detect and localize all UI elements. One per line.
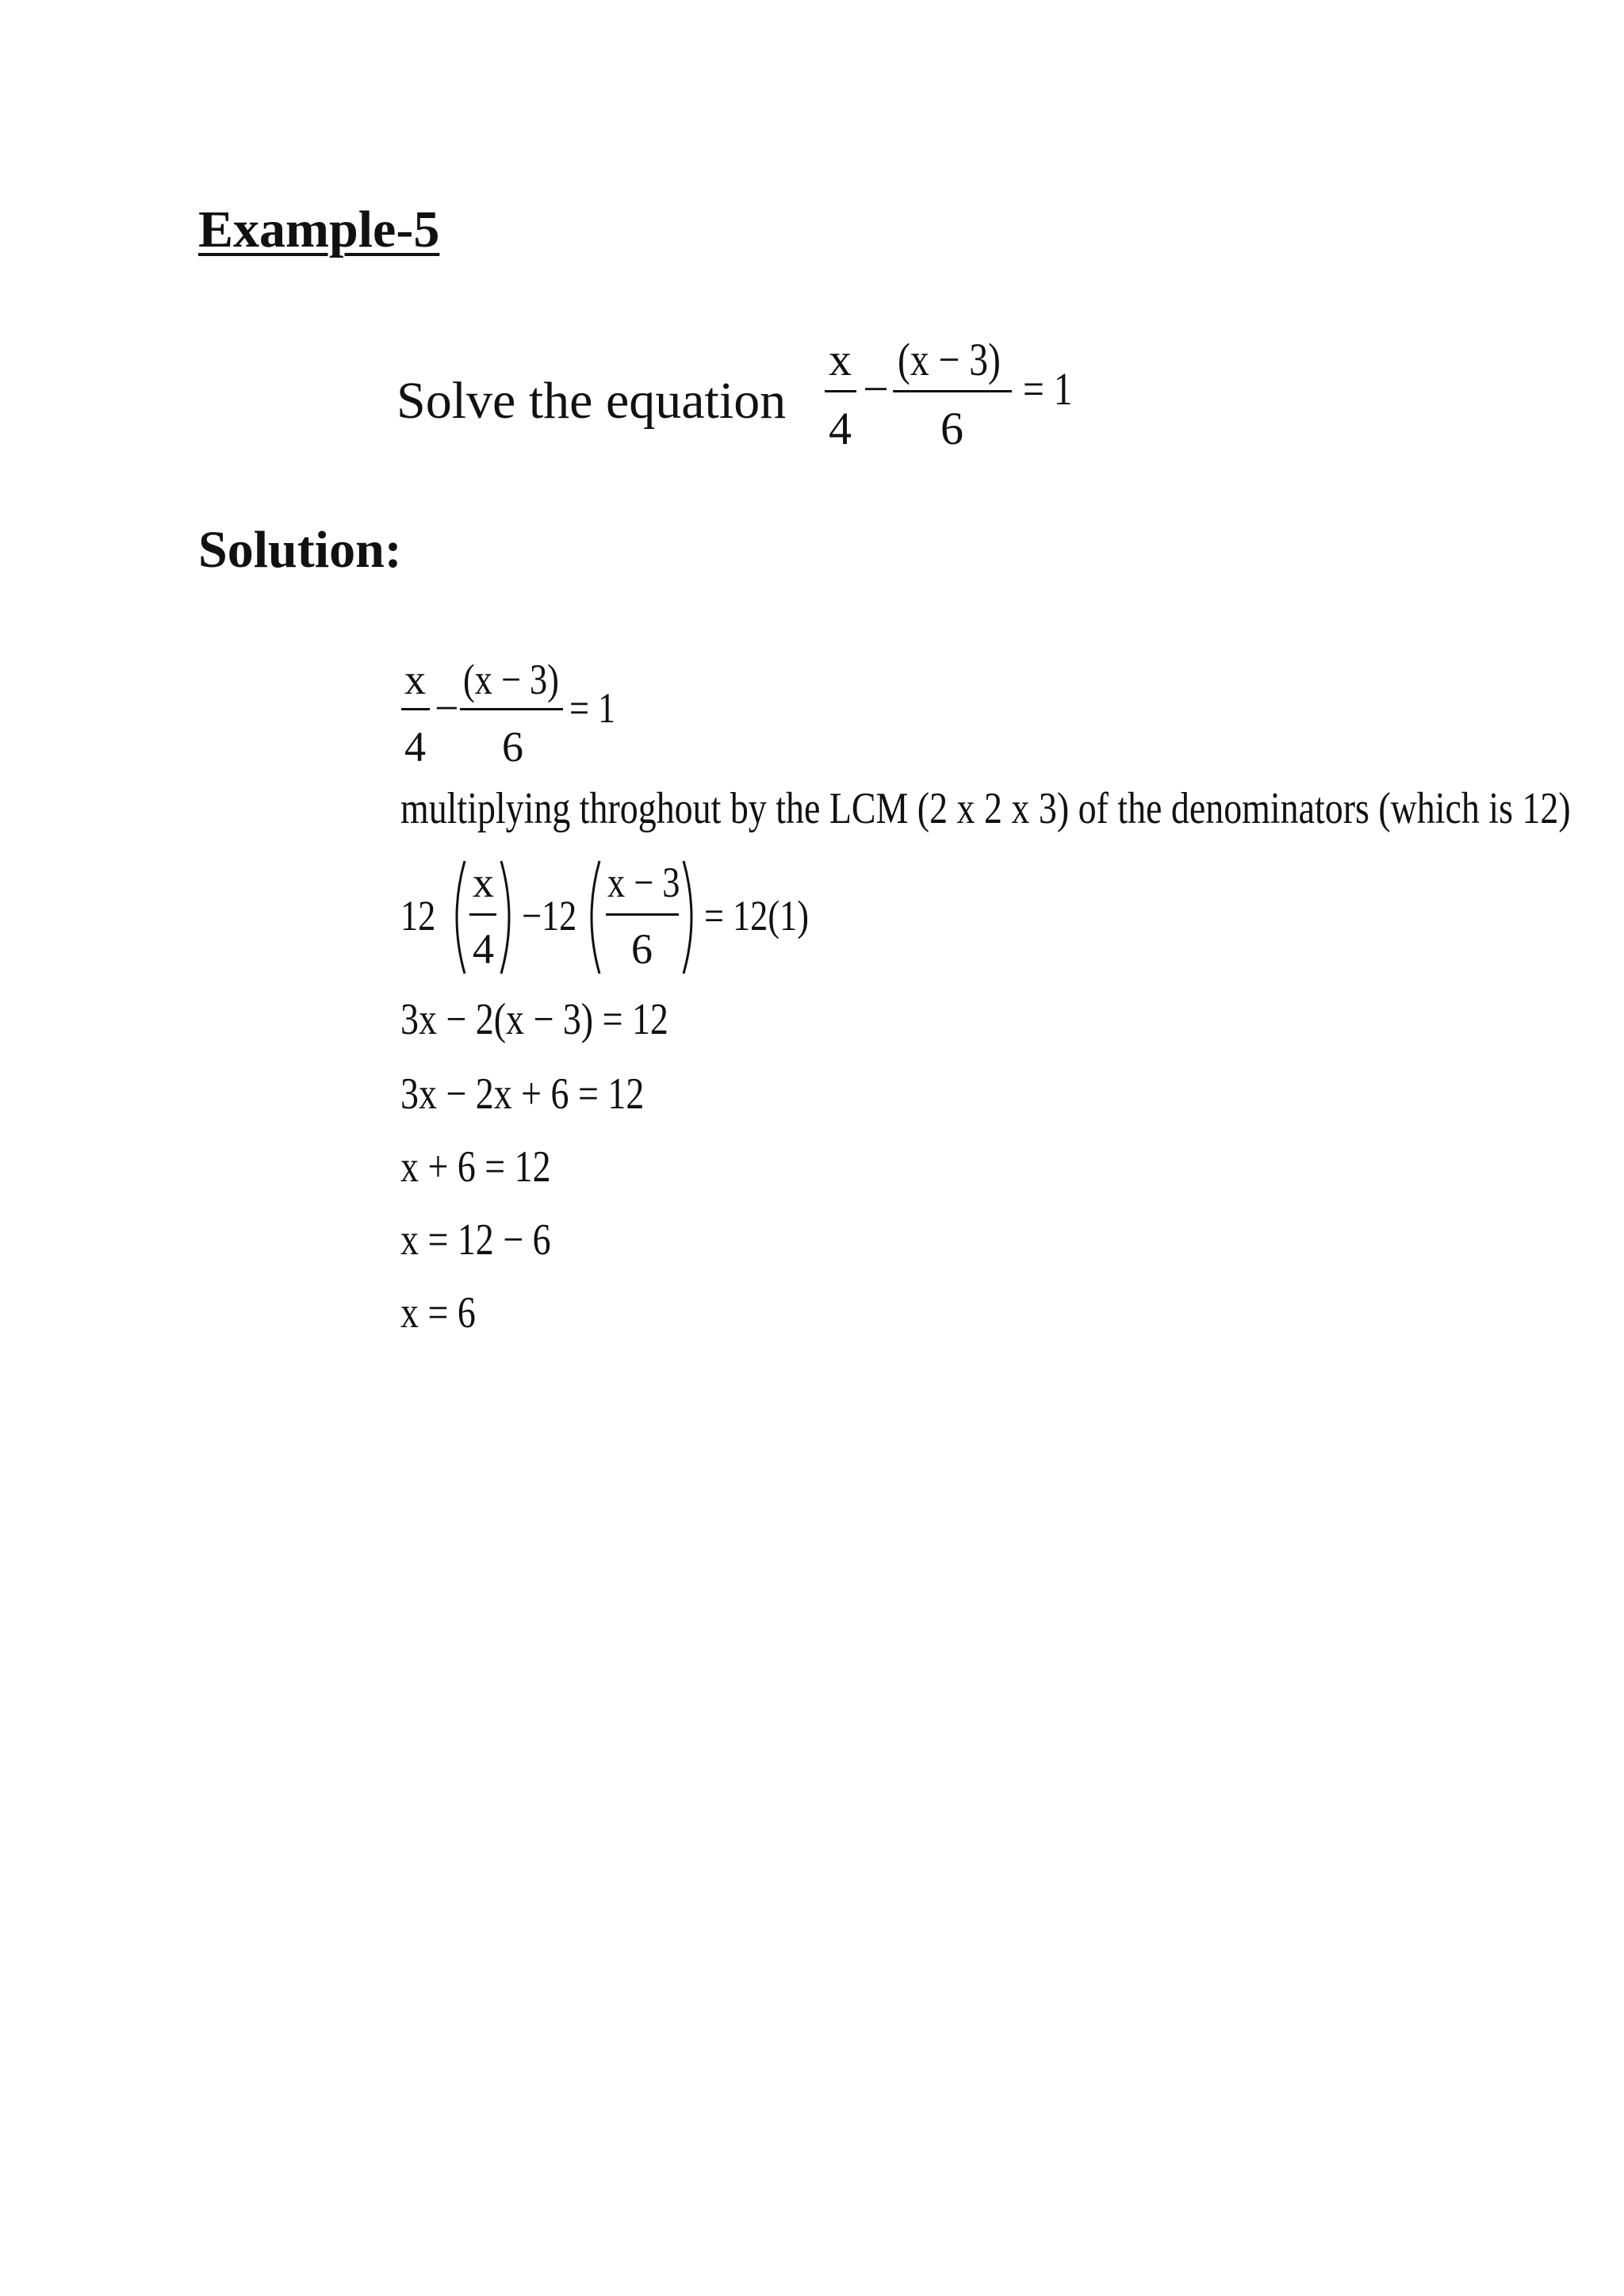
eq2-coefficient: 12 [400, 892, 436, 939]
eq2-frac1-denominator: 4 [473, 925, 494, 973]
solution-step-4: x = 12 − 6 [400, 1215, 551, 1265]
eq1-frac2-denominator: 6 [502, 723, 523, 771]
eq2-frac1-bar [469, 913, 496, 916]
eq2-frac2-bar [606, 913, 679, 916]
eq2-middle-term: −12 [522, 892, 577, 939]
problem-rhs: = 1 [1023, 363, 1073, 415]
eq1-frac1-numerator: x [404, 656, 426, 703]
problem-frac1-denominator: 4 [829, 403, 852, 454]
problem-frac1-numerator: x [829, 334, 852, 385]
eq2-right-paren-1 [496, 858, 520, 977]
solution-step-1: 3x − 2(x − 3) = 12 [400, 995, 668, 1044]
eq2-frac2-denominator: 6 [631, 925, 653, 973]
problem-frac2-numerator: (x − 3) [898, 334, 1001, 385]
lcm-note: multiplying throghout by the LCM (2 x 2 x 3) of the denominators (which is 12) [400, 784, 1571, 833]
eq1-frac1-denominator: 4 [404, 723, 426, 771]
eq1-minus: − [435, 684, 459, 732]
example-title: Example-5 [198, 201, 440, 258]
eq2-frac1-numerator: x [473, 859, 494, 906]
eq1-rhs: = 1 [569, 684, 616, 732]
problem-frac1-bar [825, 390, 856, 392]
problem-prompt: Solve the equation [396, 372, 787, 430]
eq1-frac2-numerator: (x − 3) [463, 656, 559, 703]
eq1-frac1-bar [401, 708, 430, 710]
problem-frac2-bar [893, 390, 1012, 392]
eq2-right-paren-2 [679, 858, 703, 977]
eq2-frac2-numerator: x − 3 [607, 859, 680, 906]
solution-title: Solution: [198, 521, 402, 579]
eq2-rhs: = 12(1) [704, 892, 809, 939]
solution-step-2: 3x − 2x + 6 = 12 [400, 1070, 645, 1119]
eq2-left-paren-2 [580, 858, 604, 977]
solution-step-5: x = 6 [400, 1288, 476, 1337]
solution-step-3: x + 6 = 12 [400, 1142, 551, 1192]
eq2-left-paren-1 [446, 858, 469, 977]
problem-frac2-denominator: 6 [940, 403, 963, 454]
eq1-frac2-bar [460, 708, 563, 710]
problem-minus: − [863, 363, 889, 415]
